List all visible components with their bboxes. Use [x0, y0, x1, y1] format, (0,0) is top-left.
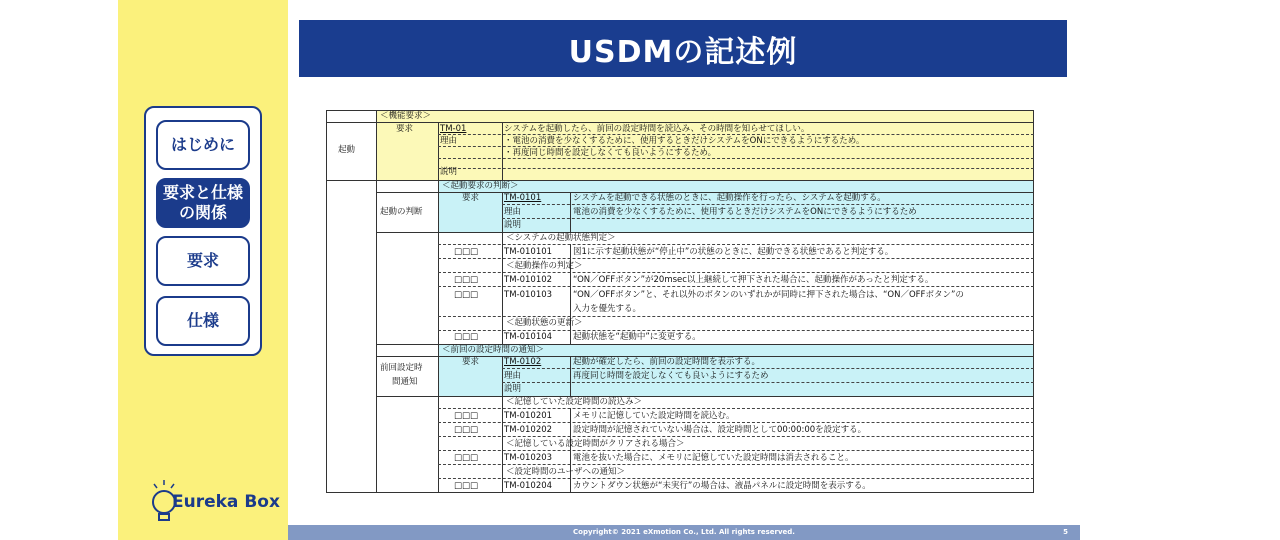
checkboxes[interactable]: □□□ [454, 425, 479, 435]
startup-label: 起動 [338, 145, 356, 155]
group-label: 前回設定時 [380, 363, 423, 373]
checkboxes[interactable]: □□□ [454, 247, 479, 257]
checkboxes[interactable]: □□□ [454, 290, 479, 300]
row-separator [438, 422, 1034, 423]
spec-id: TM-010103 [504, 290, 553, 300]
req-id: TM-01 [440, 124, 467, 134]
row-separator [502, 382, 1034, 383]
spec-id: TM-010204 [504, 481, 553, 491]
group-label: 間通知 [392, 377, 418, 387]
req-id: TM-0102 [504, 357, 542, 367]
spec-text: 入力を優先する。 [573, 304, 642, 314]
grid-line [326, 110, 1034, 111]
row-separator [438, 408, 1034, 409]
grid-line [326, 110, 327, 492]
logo-text: Eureka Box [172, 492, 280, 512]
spec-text: カウントダウン状態が“未実行”の場合は、液晶パネルに設定時間を表示する。 [573, 481, 871, 491]
spec-text: 電池を抜いた場合に、メモリに記憶していた設定時間は消去されること。 [573, 453, 854, 463]
grid-line [326, 180, 1034, 181]
nav-item-requirements[interactable]: 要求 [156, 236, 250, 286]
section-heading: ＜システムの起動状態判定＞ [506, 233, 616, 243]
spec-id: TM-010201 [504, 411, 553, 421]
nav-item-specifications[interactable]: 仕様 [156, 296, 250, 346]
req-label: 要求 [396, 124, 414, 134]
spec-text: 起動状態を“起動中”に変更する。 [573, 332, 701, 342]
nav-item-intro[interactable]: はじめに [156, 120, 250, 170]
usdm-document [326, 108, 1034, 495]
section-heading: ＜起動要求の判断＞ [442, 181, 519, 191]
row-separator [438, 478, 1034, 479]
row-separator [438, 168, 1034, 169]
functional-req-heading: ＜機能要求＞ [380, 111, 432, 121]
reason-text: ・再度同じ時間を設定しなくても良いようにするため。 [504, 148, 717, 158]
startup-judge-band [438, 180, 1034, 192]
row-separator [438, 286, 1034, 287]
eureka-box-logo [150, 478, 280, 526]
checkboxes[interactable]: □□□ [454, 453, 479, 463]
checkboxes[interactable]: □□□ [454, 411, 479, 421]
reason-text: 電池の消費を少なくするために、使用するときだけシステムをONにできるようにするため [573, 207, 917, 217]
spec-id: TM-010104 [504, 332, 553, 342]
page-number: 5 [1063, 528, 1068, 536]
section-heading: ＜起動状態の更新＞ [506, 318, 583, 328]
row-separator [438, 436, 1034, 437]
row-separator [438, 272, 1034, 273]
req-label: 要求 [462, 193, 480, 203]
row-separator [438, 258, 1034, 259]
req-text: システムを起動したら、前回の設定時間を読込み、その時間を知らせてほしい。 [504, 124, 810, 134]
req-label: 要求 [462, 357, 480, 367]
grid-line [570, 356, 571, 396]
spec-text: “ON／OFFボタン”と、それ以外のボタンのいずれかが同時に押下された場合は、“ON／OFFボタン”の [573, 290, 964, 300]
row-separator [438, 450, 1034, 451]
grid-line [376, 110, 377, 492]
reason-text: 再度同じ時間を設定しなくても良いようにするため [573, 371, 769, 381]
spec-id: TM-010202 [504, 425, 553, 435]
reason-text: ・電池の消費を少なくするために、使用するときだけシステムをONにできるようにするため。 [504, 136, 865, 146]
nav-item-req-spec-label: 要求と仕様の関係 [163, 183, 244, 222]
explanation-label: 説明 [440, 167, 458, 177]
section-heading: ＜設定時間のユーザへの通知＞ [506, 467, 626, 477]
footer [288, 525, 1080, 540]
nav-item-req-spec[interactable] [156, 178, 250, 228]
nav-menu [144, 106, 262, 356]
row-separator [438, 244, 1034, 245]
page-title: USDMの記述例 [299, 20, 1067, 77]
section-heading: ＜起動操作の判定＞ [506, 261, 583, 271]
row-separator [438, 464, 1034, 465]
explanation-label: 説明 [504, 220, 522, 230]
section-heading: ＜記憶していた設定時間の読込み＞ [506, 397, 643, 407]
group-label: 起動の判断 [380, 207, 423, 217]
checkboxes[interactable]: □□□ [454, 332, 479, 342]
spec-text: “ON／OFFボタン”が20msec以上継続して押下された場合に、起動操作があったと判定する。 [573, 275, 934, 285]
grid-line [570, 244, 571, 344]
req-id: TM-0101 [504, 193, 542, 203]
row-separator [502, 204, 1034, 205]
functional-req-band [376, 110, 1034, 122]
spec-text: 図1に示す起動状態が“停止中”の状態のときに、起動できる状態であると判定する。 [573, 247, 894, 257]
reason-label: 理由 [504, 207, 522, 217]
grid-line [502, 232, 503, 344]
req-text: システムを起動できる状態のときに、起動操作を行ったら、システムを起動する。 [573, 193, 886, 203]
checkboxes[interactable]: □□□ [454, 481, 479, 491]
spec-id: TM-010203 [504, 453, 553, 463]
copyright-text: Copyright© 2021 eXmotion Co., Ltd. All rights reserved. [573, 528, 795, 536]
spec-id: TM-010102 [504, 275, 553, 285]
reason-label: 理由 [504, 371, 522, 381]
spec-text: メモリに記憶していた設定時間を読込む。 [573, 411, 735, 421]
reason-label: 理由 [440, 136, 458, 146]
grid-line [376, 396, 1034, 397]
row-separator [502, 368, 1034, 369]
grid-line [326, 492, 1034, 493]
spec-id: TM-010101 [504, 247, 553, 257]
grid-line [502, 192, 503, 232]
checkboxes[interactable]: □□□ [454, 275, 479, 285]
section-heading: ＜記憶している設定時間がクリアされる場合＞ [506, 439, 685, 449]
grid-line [376, 232, 1034, 233]
grid-line [502, 356, 503, 492]
spec-text: 設定時間が記憶されていない場合は、設定時間として00:00:00を設定する。 [573, 425, 867, 435]
section-heading: ＜前回の設定時間の通知＞ [442, 345, 545, 355]
req-text: 起動が確定したら、前回の設定時間を表示する。 [573, 357, 761, 367]
row-separator [502, 218, 1034, 219]
explanation-label: 説明 [504, 384, 522, 394]
grid-line [502, 122, 503, 180]
grid-line [570, 192, 571, 232]
